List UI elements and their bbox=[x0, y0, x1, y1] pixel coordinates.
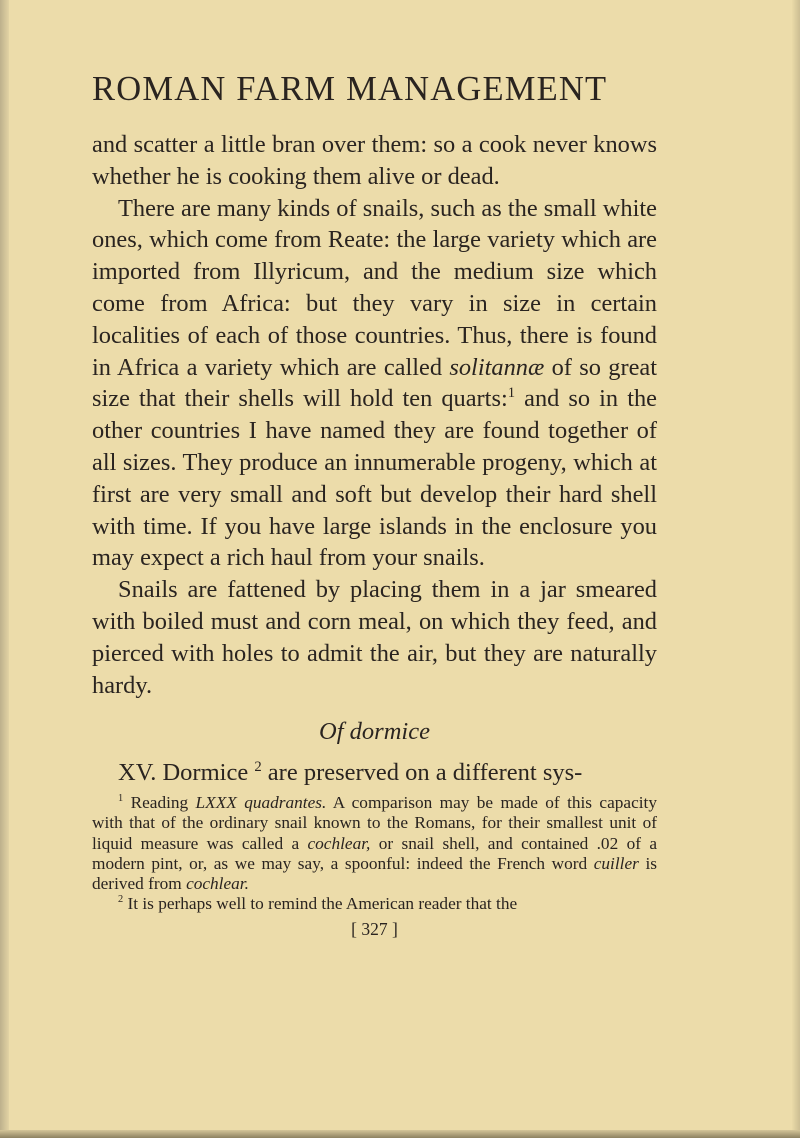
footnote-ref-1: 1 bbox=[507, 385, 516, 402]
page-bottom-edge bbox=[0, 1130, 800, 1138]
footnote-2 bbox=[92, 894, 657, 914]
footnote-1-italic-1: LXXX quadrantes. bbox=[195, 793, 327, 812]
footnote-1-italic-3: cuiller bbox=[593, 853, 639, 873]
running-head: ROMAN FARM MANAGEMENT bbox=[92, 70, 608, 108]
paragraph-2-text-c: and so in the other countries I have named they are found together of all sizes. They produce an innumerable progeny, which at first are very small and soft but develop their hard shell with time. If you have large islands in the enclosure you may expect a rich haul from your snails. bbox=[92, 385, 657, 572]
page-edge-right bbox=[792, 0, 800, 1138]
paragraph-3 bbox=[92, 574, 657, 701]
page-edge-left bbox=[0, 0, 9, 1138]
paragraph-1-text: and scatter a little bran over them: so a cook never knows whether he is cooking them alive or dead. bbox=[92, 131, 657, 190]
footnote-1-italic-4: cochlear. bbox=[186, 874, 249, 894]
paragraph-2-text-a: There are many kinds of snails, such as the small white ones, which come from Reate: the large variety which are imported from Illyricum, and the medium size which come from Africa: but they vary in size in certain localities of each of those countries. Thus, there is found in Africa a variety which are called bbox=[92, 194, 657, 381]
footnote-ref-2: 2 bbox=[254, 758, 262, 775]
paragraph-1 bbox=[92, 129, 657, 193]
footnote-1-text-c: or snail shell, and contained .02 of a modern pint, or, as we may say, a spoonful: indeed the French word bbox=[92, 833, 657, 873]
footnote-2-number: 2 bbox=[118, 894, 124, 906]
footnote-1-italic-2: cochlear, bbox=[307, 833, 371, 853]
section-line-text-a: XV. Dormice bbox=[118, 759, 255, 786]
section-first-line bbox=[118, 759, 582, 787]
paragraph-2-italic-term: solitannæ bbox=[449, 353, 545, 381]
footnote-1-text-d: is derived from bbox=[92, 853, 657, 894]
footnote-1-number: 1 bbox=[118, 793, 124, 805]
paragraph-2 bbox=[92, 193, 657, 575]
footnote-1-text-a: Reading bbox=[123, 793, 196, 812]
footnote-1 bbox=[92, 793, 657, 894]
page-number: [ 327 ] bbox=[351, 919, 398, 939]
section-heading: Of dormice bbox=[319, 718, 430, 745]
footnote-1-text-b: A comparison may be made of this capacity with that of the ordinary snail known to the Romans, for their smallest unit of liquid measure was called a bbox=[92, 793, 657, 853]
footnotes bbox=[92, 793, 657, 915]
footnote-2-text: It is perhaps well to remind the American reader that the bbox=[123, 894, 518, 914]
body-text bbox=[92, 129, 657, 701]
paragraph-2-text-b: of so great size that their shells will hold ten quarts: bbox=[92, 353, 657, 413]
paragraph-3-text: Snails are fattened by placing them in a jar smeared with boiled must and corn meal, on which they feed, and pierced with holes to admit the air, but they are naturally hardy. bbox=[92, 576, 657, 699]
section-line-text-b: are preserved on a different sys- bbox=[261, 759, 583, 786]
